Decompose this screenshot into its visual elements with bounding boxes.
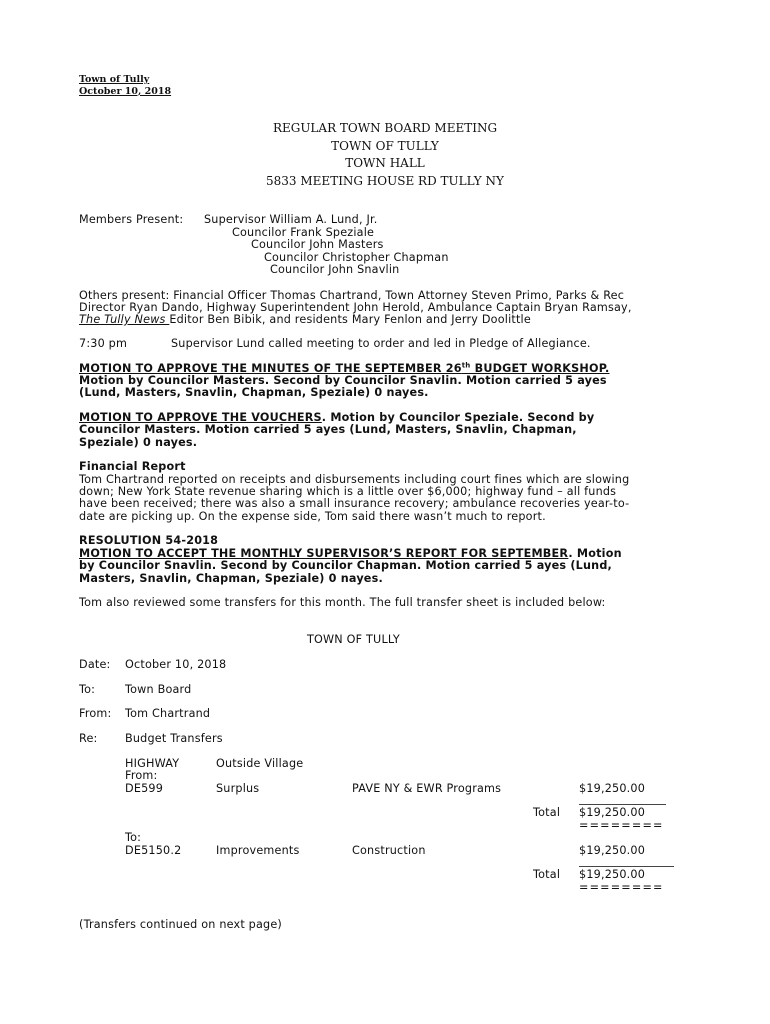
from-program: PAVE NY & EWR Programs (352, 782, 502, 795)
member-name: Councilor John Snavlin (270, 263, 400, 276)
memo-date-value: October 10, 2018 (125, 658, 227, 671)
double-rule: ======== (579, 881, 664, 894)
motion-vouchers-line: MOTION TO APPROVE THE VOUCHERS. Motion by Councilor Speziale. Second by (79, 411, 595, 424)
financial-line: date are picking up. On the expense side, Tom said there wasn’t much to report. (79, 510, 546, 523)
financial-line: Tom Chartrand reported on receipts and disbursements including court fines which are slowing (79, 473, 630, 486)
memo-re-label: Re: (79, 732, 98, 745)
memo-to-label: To: (79, 683, 96, 696)
others-line: The Tully News Editor Ben Bibik, and residents Mary Fenlon and Jerry Doolittle (79, 313, 531, 326)
single-rule (579, 804, 666, 805)
newspaper-name: The Tully News (79, 313, 170, 326)
to-label: To: (125, 831, 142, 844)
header-date: October 10, 2018 (79, 86, 172, 97)
motion-minutes-line: Motion by Councilor Masters. Second by Councilor Snavlin. Motion carried 5 ayes (79, 374, 607, 387)
to-program: Construction (352, 844, 426, 857)
header-town: Town of Tully (79, 74, 150, 85)
members-label: Members Present: (79, 213, 184, 226)
from-amount: $19,250.00 (579, 782, 646, 795)
continued-note: (Transfers continued on next page) (79, 918, 282, 931)
resolution-line: MOTION TO ACCEPT THE MONTHLY SUPERVISOR’S REPORT FOR SEPTEMBER. Motion (79, 547, 622, 560)
financial-heading: Financial Report (79, 460, 186, 473)
others-line: Others present: Financial Officer Thomas Chartrand, Town Attorney Steven Primo, Parks & Rec (79, 289, 625, 302)
title-line: TOWN OF TULLY (331, 138, 439, 153)
resolution-number: RESOLUTION 54-2018 (79, 534, 219, 547)
resolution-title: MOTION TO ACCEPT THE MONTHLY SUPERVISOR’S REPORT FOR SEPTEMBER (79, 547, 569, 560)
call-text: Supervisor Lund called meeting to order and led in Pledge of Allegiance. (171, 337, 591, 350)
member-name: Councilor Christopher Chapman (264, 251, 449, 264)
motion-vouchers-line: Councilor Masters. Motion carried 5 ayes (Lund, Masters, Snavlin, Chapman, (79, 423, 577, 436)
memo-from-label: From: (79, 707, 112, 720)
motion-vouchers-title: MOTION TO APPROVE THE VOUCHERS (79, 411, 322, 424)
to-amount: $19,250.00 (579, 844, 646, 857)
fund-name: HIGHWAY (125, 757, 180, 770)
member-name: Councilor John Masters (251, 238, 384, 251)
from-label: From: (125, 769, 158, 782)
member-name: Supervisor William A. Lund, Jr. (204, 213, 378, 226)
memo-from-value: Tom Chartrand (125, 707, 211, 720)
from-desc: Outside Village (216, 757, 304, 770)
memo-date-label: Date: (79, 658, 111, 671)
total-label: Total (533, 806, 561, 819)
motion-minutes-line: (Lund, Masters, Snavlin, Chapman, Speziale) 0 nayes. (79, 386, 429, 399)
call-time: 7:30 pm (79, 337, 128, 350)
memo-to-value: Town Board (125, 683, 192, 696)
title-line: TOWN HALL (345, 156, 425, 170)
title-block (0, 120, 770, 190)
financial-line: down; New York State revenue sharing which is a little over $6,000; highway fund – all funds (79, 485, 617, 498)
financial-line: have been received; there was also a small insurance recovery; ambulance recoveries year-to- (79, 497, 630, 510)
from-desc: Surplus (216, 782, 260, 795)
total-amount: $19,250.00 (579, 806, 646, 819)
title-line: REGULAR TOWN BOARD MEETING (272, 121, 498, 135)
total-amount: $19,250.00 (579, 868, 646, 881)
motion-vouchers-line: Speziale) 0 nayes. (79, 436, 198, 449)
resolution-line: by Councilor Snavlin. Second by Councilor Chapman. Motion carried 5 ayes (Lund, (79, 559, 612, 572)
single-rule (579, 866, 674, 867)
motion-minutes-title: MOTION TO APPROVE THE MINUTES OF THE SEPTEMBER 26th BUDGET WORKSHOP. (79, 361, 610, 375)
title-line: 5833 MEETING HOUSE RD TULLY NY (266, 173, 504, 188)
double-rule: ======== (579, 819, 664, 832)
memo-re-value: Budget Transfers (125, 732, 223, 745)
to-account: DE5150.2 (125, 844, 182, 857)
to-desc: Improvements (216, 844, 300, 857)
total-label: Total (533, 868, 561, 881)
transfers-intro: Tom also reviewed some transfers for this month. The full transfer sheet is included below: (79, 596, 606, 609)
memo-heading: TOWN OF TULLY (307, 633, 400, 646)
member-name: Councilor Frank Speziale (232, 226, 375, 239)
others-line: Director Ryan Dando, Highway Superintendent John Herold, Ambulance Captain Bryan Ramsay, (79, 301, 632, 314)
resolution-line: Masters, Snavlin, Chapman, Speziale) 0 nayes. (79, 572, 383, 585)
from-account: DE599 (125, 782, 164, 795)
